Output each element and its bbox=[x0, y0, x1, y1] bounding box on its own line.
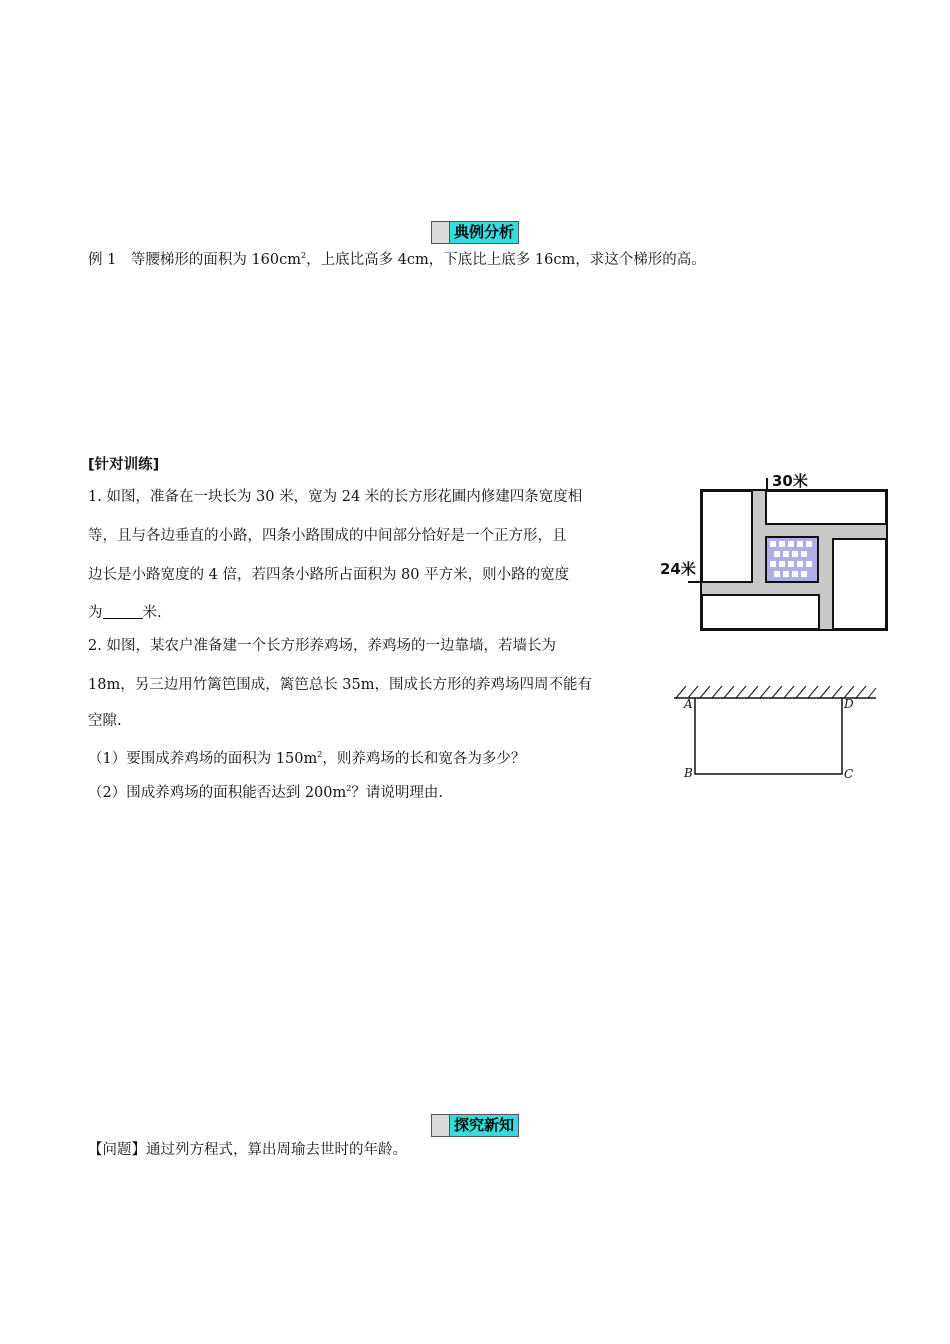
width-label: 30米 bbox=[772, 472, 808, 490]
heading-label: 探究新知 bbox=[450, 1115, 518, 1136]
label-d: D bbox=[844, 697, 854, 711]
q1-line-1: 1. 如图，准备在一块长为 30 米，宽为 24 米的长方形花圃内修建四条宽度相 bbox=[88, 489, 583, 505]
q1-line-3: 边长是小路宽度的 4 倍，若四条小路所占面积为 80 平方米，则小路的宽度 bbox=[88, 567, 570, 583]
example-1-text bbox=[88, 246, 706, 270]
q1-line-2: 等，且与各边垂直的小路，四条小路围成的中间部分恰好是一个正方形，且 bbox=[88, 528, 567, 544]
section-heading-example bbox=[431, 221, 519, 244]
heading-label: 典例分析 bbox=[450, 222, 518, 243]
q1-last-post: 米. bbox=[142, 605, 162, 621]
heading-box bbox=[432, 222, 450, 243]
training-title: [针对训练] bbox=[88, 457, 160, 473]
height-label: 24米 bbox=[660, 560, 696, 578]
q2-sub-1 bbox=[88, 745, 525, 769]
problem-body: 通过列方程式，算出周瑜去世时的年龄。 bbox=[146, 1142, 407, 1158]
example-1-post: ，上底比高多 4cm，下底比上底多 16cm，求这个梯形的高。 bbox=[306, 252, 706, 268]
example-1-pre: 例 1 等腰梯形的面积为 160cm bbox=[88, 252, 301, 268]
q1-last-pre: 为 bbox=[88, 605, 103, 621]
problem-bracket: 【问题】 bbox=[88, 1142, 146, 1158]
garden-diagram bbox=[658, 466, 894, 636]
section-heading-explore bbox=[431, 1114, 519, 1137]
q2-sub-1-pre: （1）要围成养鸡场的面积为 150m bbox=[88, 751, 318, 767]
q2-line-3: 空隙. bbox=[88, 713, 122, 729]
q2-sub-1-post: ，则养鸡场的长和宽各为多少？ bbox=[322, 751, 526, 767]
q2-line-2: 18m，另三边用竹篱笆围成，篱笆总长 35m，围成长方形的养鸡场四周不能有 bbox=[88, 677, 593, 693]
heading-box bbox=[432, 1115, 450, 1136]
plot-bottom-left bbox=[702, 595, 819, 629]
label-c: C bbox=[844, 767, 854, 781]
chicken-farm-figure bbox=[672, 682, 878, 788]
label-a: A bbox=[684, 697, 693, 711]
q2-sub-2-pre: （2）围成养鸡场的面积能否达到 200m bbox=[88, 785, 347, 801]
plot-bottom-right bbox=[833, 539, 886, 629]
plot-top-right bbox=[766, 491, 886, 524]
example-1-sup: 2 bbox=[301, 251, 307, 260]
problem-text bbox=[88, 1140, 407, 1160]
answer-blank bbox=[103, 604, 143, 619]
label-b: B bbox=[684, 766, 693, 780]
q2-sub-2-sup: 2 bbox=[346, 784, 352, 793]
garden-figure bbox=[658, 466, 894, 636]
q2-sub-2 bbox=[88, 779, 443, 803]
q1-line-4 bbox=[88, 603, 162, 623]
plot-top-left bbox=[702, 491, 752, 582]
q2-line-1: 2. 如图，某农户准备建一个长方形养鸡场，养鸡场的一边靠墙，若墙长为 bbox=[88, 638, 556, 654]
q2-sub-1-sup: 2 bbox=[317, 750, 323, 759]
q2-sub-2-post: ？请说明理由. bbox=[351, 785, 443, 801]
